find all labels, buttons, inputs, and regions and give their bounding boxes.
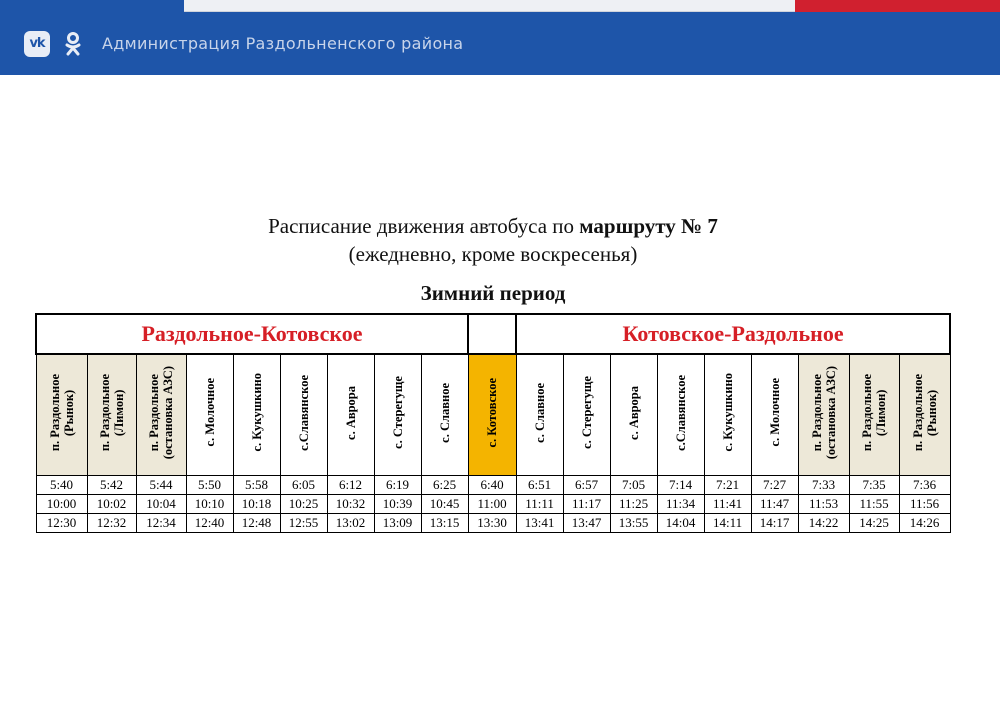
time-cell: 14:17 xyxy=(751,514,798,533)
time-cell: 11:47 xyxy=(751,495,798,514)
direction-2-header: Котовское-Раздольное xyxy=(516,314,950,354)
time-cell: 7:21 xyxy=(704,476,751,495)
stop-header xyxy=(563,354,610,476)
stop-name: п. Раздольное (Лимон) xyxy=(860,373,889,452)
time-cell: 7:33 xyxy=(798,476,849,495)
stop-header xyxy=(751,354,798,476)
stop-name: с. Стерегуще xyxy=(390,376,405,449)
time-cell: 14:26 xyxy=(899,514,950,533)
stop-header xyxy=(610,354,657,476)
time-cell: 10:45 xyxy=(421,495,468,514)
time-cell: 10:25 xyxy=(280,495,327,514)
odnoklassniki-icon[interactable] xyxy=(62,30,84,58)
time-cell: 6:19 xyxy=(374,476,421,495)
time-cell: 13:09 xyxy=(374,514,421,533)
stop-name: с. Славное xyxy=(437,382,452,443)
time-cell: 5:42 xyxy=(87,476,136,495)
time-cell: 6:05 xyxy=(280,476,327,495)
stop-header xyxy=(87,354,136,476)
stop-header xyxy=(233,354,280,476)
stop-name: с. Славное xyxy=(532,382,547,443)
time-cell: 10:32 xyxy=(327,495,374,514)
time-cell: 11:25 xyxy=(610,495,657,514)
organization-title[interactable]: Администрация Раздольненского района xyxy=(102,34,464,53)
time-cell: 11:55 xyxy=(849,495,899,514)
stop-header xyxy=(657,354,704,476)
time-cell: 10:39 xyxy=(374,495,421,514)
time-cell: 10:10 xyxy=(186,495,233,514)
time-cell: 6:51 xyxy=(516,476,563,495)
time-cell: 11:00 xyxy=(468,495,516,514)
time-cell: 6:25 xyxy=(421,476,468,495)
stop-header xyxy=(468,354,516,476)
stop-header xyxy=(704,354,751,476)
time-cell: 11:17 xyxy=(563,495,610,514)
time-cell: 14:25 xyxy=(849,514,899,533)
time-cell: 6:12 xyxy=(327,476,374,495)
time-cell: 13:15 xyxy=(421,514,468,533)
time-cell: 10:02 xyxy=(87,495,136,514)
time-cell: 13:41 xyxy=(516,514,563,533)
stop-name: с.Славянское xyxy=(673,374,688,451)
time-cell: 12:55 xyxy=(280,514,327,533)
time-cell: 11:11 xyxy=(516,495,563,514)
stop-header xyxy=(899,354,950,476)
time-cell: 7:05 xyxy=(610,476,657,495)
time-cell: 5:58 xyxy=(233,476,280,495)
strip-white xyxy=(184,0,795,12)
time-cell: 12:32 xyxy=(87,514,136,533)
time-cell: 14:22 xyxy=(798,514,849,533)
stop-name: с.Славянское xyxy=(296,374,311,451)
strip-red xyxy=(795,0,1000,12)
time-cell: 12:30 xyxy=(36,514,87,533)
stop-header xyxy=(516,354,563,476)
time-cell: 12:40 xyxy=(186,514,233,533)
stop-name: п. Раздольное (Рынок) xyxy=(910,373,939,452)
stop-header xyxy=(849,354,899,476)
subtitle: (ежедневно, кроме воскресенья) xyxy=(348,242,638,266)
time-cell: 11:53 xyxy=(798,495,849,514)
stops-header-row xyxy=(36,354,950,476)
time-cell: 7:27 xyxy=(751,476,798,495)
table-row xyxy=(36,476,950,495)
stop-header xyxy=(798,354,849,476)
stop-name: п. Раздольное (остановка АЗС) xyxy=(809,365,838,460)
stop-header xyxy=(421,354,468,476)
time-cell: 11:41 xyxy=(704,495,751,514)
time-cell: 12:34 xyxy=(136,514,186,533)
stop-name: п. Раздольное (Рынок) xyxy=(47,373,76,452)
time-cell: 7:36 xyxy=(899,476,950,495)
stop-header xyxy=(327,354,374,476)
time-cell: 7:14 xyxy=(657,476,704,495)
top-color-strip xyxy=(0,0,1000,12)
time-cell: 6:57 xyxy=(563,476,610,495)
time-cell: 13:30 xyxy=(468,514,516,533)
vk-icon[interactable]: vk xyxy=(24,31,50,57)
title-bold: маршруту № 7 xyxy=(579,214,718,238)
stop-header xyxy=(374,354,421,476)
stop-name: с. Молочное xyxy=(202,378,217,447)
stop-header xyxy=(186,354,233,476)
schedule-title xyxy=(0,212,986,268)
hub-spacer xyxy=(468,314,516,354)
time-cell: 12:48 xyxy=(233,514,280,533)
stop-name: с. Кукушкино xyxy=(720,373,735,452)
title-plain: Расписание движения автобуса по xyxy=(268,214,580,238)
time-cell: 13:55 xyxy=(610,514,657,533)
schedule-table xyxy=(35,313,951,533)
time-cell: 5:50 xyxy=(186,476,233,495)
time-cell: 11:34 xyxy=(657,495,704,514)
stop-header xyxy=(280,354,327,476)
strip-blue xyxy=(0,0,184,12)
time-cell: 7:35 xyxy=(849,476,899,495)
time-cell: 5:44 xyxy=(136,476,186,495)
time-cell: 11:56 xyxy=(899,495,950,514)
title-line xyxy=(0,212,986,240)
direction-row xyxy=(36,314,950,354)
time-cell: 14:04 xyxy=(657,514,704,533)
time-cell: 13:47 xyxy=(563,514,610,533)
stop-name: с. Котовское xyxy=(485,377,500,448)
header-bar xyxy=(0,12,1000,75)
stop-name: с. Кукушкино xyxy=(249,373,264,452)
direction-1-header: Раздольное-Котовское xyxy=(36,314,468,354)
stop-header xyxy=(36,354,87,476)
time-cell: 5:40 xyxy=(36,476,87,495)
time-cell: 10:18 xyxy=(233,495,280,514)
stop-name: с. Аврора xyxy=(343,385,358,440)
table-row xyxy=(36,514,950,533)
time-cell: 14:11 xyxy=(704,514,751,533)
stop-header xyxy=(136,354,186,476)
stop-name: с. Стерегуще xyxy=(579,376,594,449)
stop-name: с. Аврора xyxy=(626,385,641,440)
table-row xyxy=(36,495,950,514)
time-cell: 10:00 xyxy=(36,495,87,514)
time-cell: 10:04 xyxy=(136,495,186,514)
period-title: Зимний период xyxy=(420,281,566,305)
stop-name: п. Раздольное (остановка АЗС) xyxy=(147,365,175,460)
time-cell: 13:02 xyxy=(327,514,374,533)
stop-name: с. Молочное xyxy=(767,378,782,447)
stop-name: п. Раздольное (Лимон) xyxy=(97,373,126,452)
time-cell: 6:40 xyxy=(468,476,516,495)
